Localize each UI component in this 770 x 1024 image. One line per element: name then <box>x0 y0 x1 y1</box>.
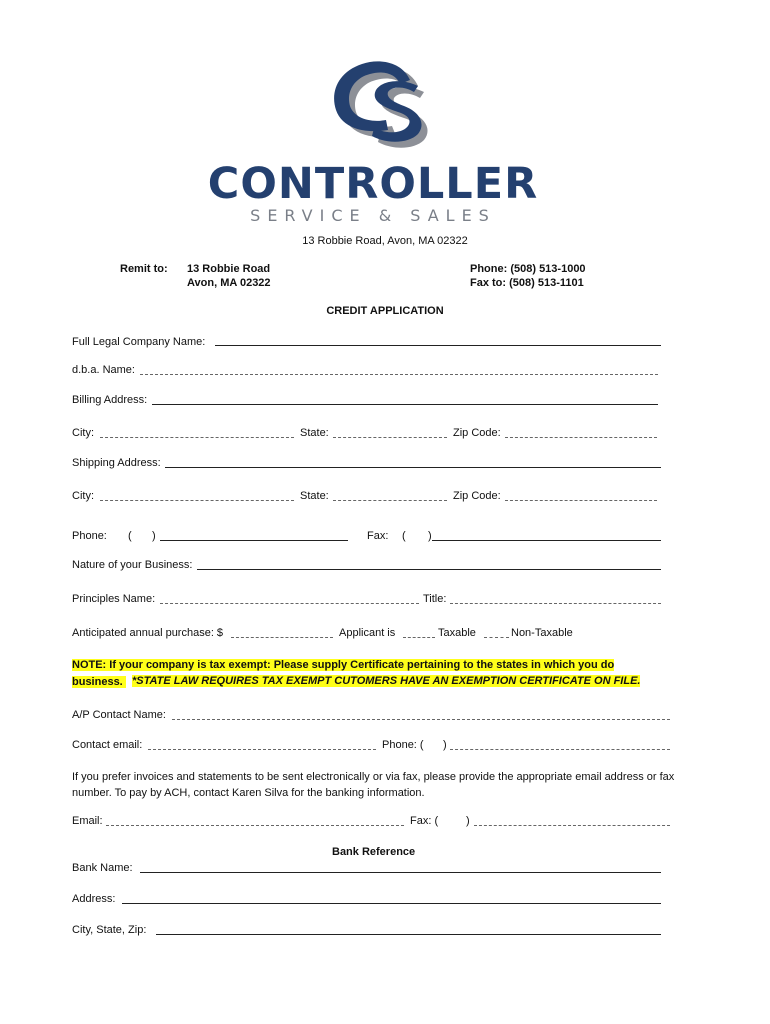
applicant-label: Applicant is <box>339 627 396 639</box>
anticipated-label: Anticipated annual purchase: $ <box>72 627 224 639</box>
fax-paren-close: ) <box>428 530 432 542</box>
contact-phone-close: ) <box>443 739 447 751</box>
company-address: 13 Robbie Road, Avon, MA 02322 <box>302 235 468 247</box>
contact-email-field[interactable] <box>148 749 376 750</box>
billing-label: Billing Address: <box>72 394 148 406</box>
bank-address-label: Address: <box>72 893 116 905</box>
shipping-zip-label: Zip Code: <box>453 490 501 502</box>
phone-paren-close: ) <box>152 530 156 542</box>
phone-paren-open: ( <box>128 530 132 542</box>
zip-field[interactable] <box>505 437 657 438</box>
form-title: CREDIT APPLICATION <box>326 305 444 317</box>
bank-name-field[interactable] <box>140 872 661 873</box>
non-taxable-field[interactable] <box>484 637 509 638</box>
taxable-label: Taxable <box>438 627 476 639</box>
ap-contact-label: A/P Contact Name: <box>72 709 166 721</box>
company-tagline: SERVICE & SALES <box>250 206 496 225</box>
invoice-fax-close: ) <box>466 815 470 827</box>
remit-fax: Fax to: (508) 513-1101 <box>470 277 584 289</box>
contact-email-label: Contact email: <box>72 739 143 751</box>
bank-city-state-zip-label: City, State, Zip: <box>72 924 147 936</box>
phone-label: Phone: <box>72 530 107 542</box>
fax-paren-open: ( <box>402 530 406 542</box>
shipping-state-field[interactable] <box>333 500 447 501</box>
remit-street: 13 Robbie Road <box>187 263 271 275</box>
contact-phone-field[interactable] <box>450 749 670 750</box>
ap-contact-field[interactable] <box>172 719 670 720</box>
principles-label: Principles Name: <box>72 593 156 605</box>
remit-phone: Phone: (508) 513-1000 <box>470 263 586 275</box>
legal-name-field[interactable] <box>215 345 661 346</box>
remit-city: Avon, MA 02322 <box>187 277 271 289</box>
title-label: Title: <box>423 593 447 605</box>
bank-name-label: Bank Name: <box>72 862 133 874</box>
shipping-city-field[interactable] <box>100 500 294 501</box>
shipping-state-label: State: <box>300 490 329 502</box>
invoices-instructions: If you prefer invoices and statements to be sent electronically or via fax, please provide the appropriate email address or fax number. To pay by ACH, contact Karen Silva for the banking information. <box>72 771 675 799</box>
city-label: City: <box>72 427 94 439</box>
bank-city-state-zip-field[interactable] <box>156 934 661 935</box>
title-field[interactable] <box>450 603 661 604</box>
tax-exempt-law-note: *STATE LAW REQUIRES TAX EXEMPT CUTOMERS HAVE AN EXEMPTION CERTIFICATE ON FILE. <box>132 675 641 687</box>
contact-phone-label: Phone: ( <box>382 739 424 751</box>
principles-field[interactable] <box>160 603 419 604</box>
remit-label: Remit to: <box>120 263 168 275</box>
city-field[interactable] <box>100 437 294 438</box>
shipping-city-label: City: <box>72 490 94 502</box>
bank-reference-title: Bank Reference <box>332 846 416 858</box>
taxable-field[interactable] <box>403 637 435 638</box>
billing-field[interactable] <box>152 404 658 405</box>
tax-exempt-note-business: business. <box>72 676 126 688</box>
nature-label: Nature of your Business: <box>72 559 193 571</box>
shipping-label: Shipping Address: <box>72 457 161 469</box>
tax-exempt-note: NOTE: If your company is tax exempt: Please supply Certificate pertaining to the states in which you do <box>72 659 615 671</box>
shipping-field[interactable] <box>165 467 661 468</box>
fax-field[interactable] <box>432 540 661 541</box>
invoice-fax-field[interactable] <box>474 825 670 826</box>
non-taxable-label: Non-Taxable <box>511 627 573 639</box>
anticipated-field[interactable] <box>231 637 333 638</box>
dba-field[interactable] <box>140 374 658 375</box>
legal-name-label: Full Legal Company Name: <box>72 336 206 348</box>
dba-label: d.b.a. Name: <box>72 364 135 376</box>
invoice-email-field[interactable] <box>106 825 404 826</box>
bank-address-field[interactable] <box>122 903 661 904</box>
state-label: State: <box>300 427 329 439</box>
company-name: CONTROLLER <box>207 159 539 209</box>
zip-label: Zip Code: <box>453 427 501 439</box>
invoice-email-label: Email: <box>72 815 103 827</box>
nature-field[interactable] <box>197 569 661 570</box>
fax-label: Fax: <box>367 530 389 542</box>
cs-logo-icon <box>0 0 770 160</box>
state-field[interactable] <box>333 437 447 438</box>
shipping-zip-field[interactable] <box>505 500 657 501</box>
invoice-fax-label: Fax: ( <box>410 815 439 827</box>
phone-field[interactable] <box>160 540 348 541</box>
